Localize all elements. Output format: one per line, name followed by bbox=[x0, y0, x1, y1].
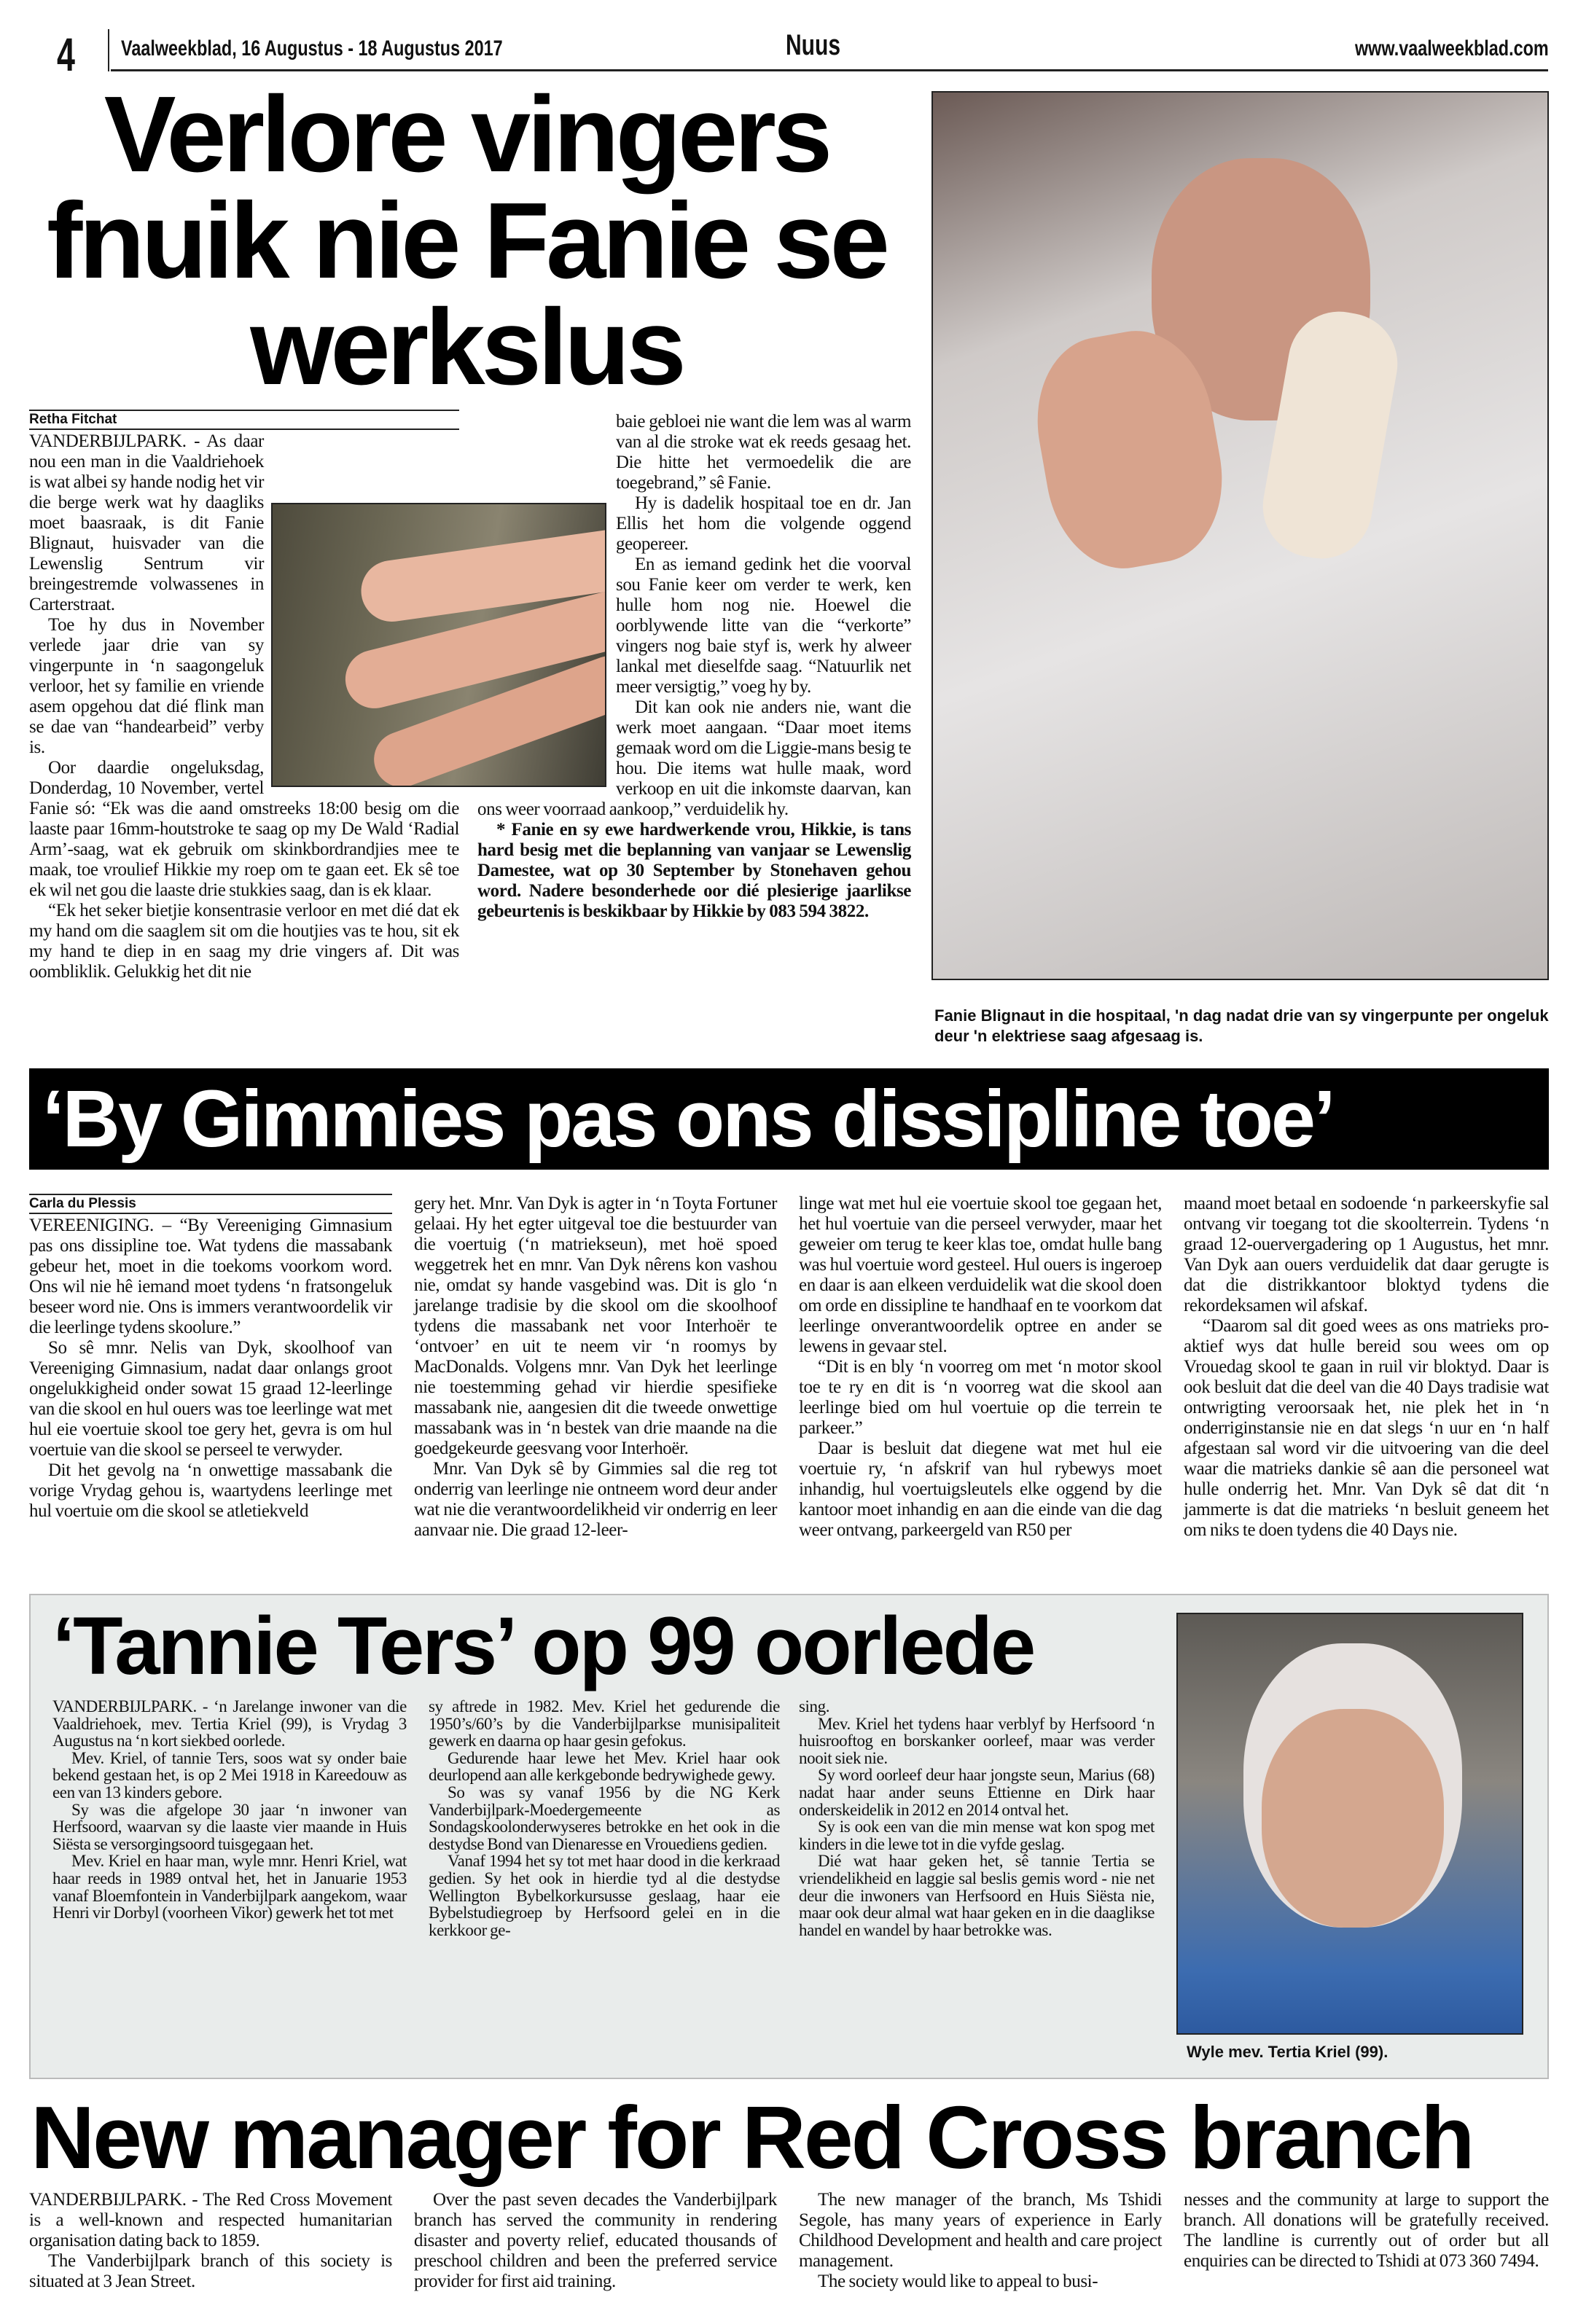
photo-spacer bbox=[477, 498, 616, 789]
paragraph: VEREENIGING. – “By Vereeniging Gimnasium pas ons dissipline toe. Wat tydens die massabank gebeur het, moet in die toekoms voorkom word. Ons wil nie hê iemand moet tydens ‘n fratsongeluk beseer word nie. Ons is immers verantwoordelik vir die leerlinge tydens skoolure.” bbox=[29, 1216, 392, 1337]
paragraph: “Ek het seker bietjie konsentrasie verloor en met dié dat ek my hand om die saaglem sit om die houtjies vas te hou, sit ek my hand te diep in en saag my drie vingers af. Dit was oombliklik. Gelukkig het dit nie bbox=[29, 901, 459, 982]
story2-column-1 bbox=[29, 1216, 392, 1522]
paragraph: Sy was die afgelope 30 jaar ‘n inwoner van Herfsoord, waarvan sy die laaste vier maande in Huis Siësta se versorgingsoord tuisgegaan het. bbox=[52, 1800, 407, 1853]
story2-headline-banner bbox=[29, 1068, 1549, 1170]
story4-column-4 bbox=[1184, 2190, 1549, 2272]
paragraph: VANDERBIJLPARK. - The Red Cross Movement is a well-known and respected humanitarian organisation dating back to 1859. bbox=[29, 2190, 392, 2250]
story3-column-3 bbox=[799, 1698, 1155, 1938]
story2-column-3 bbox=[799, 1194, 1162, 1541]
story4-column-1 bbox=[29, 2190, 392, 2292]
photo-caption: Fanie Blignaut in die hospitaal, 'n dag nadat drie van sy vingerpunte per ongeluk deur 'n elektriese saag afgesaag is. bbox=[934, 1006, 1549, 1045]
paragraph: gery het. Mnr. Van Dyk is agter in ‘n Toyta Fortuner gelaai. Hy het egter uitgeval toe die bestuurder van die voertuig (‘n matriekseun), met hoë spoed weggetrek het en mnr. Van Dyk nêrens kon vashou nie, omdat sy hande vasgebind was. Dit is glo ‘n jarelange tradisie by die skool om die skoolhoof tydens die massabank net voor Interhoër te ‘ontvoer’ en uit te neem vir ‘n roomys by MacDonalds. Volgens mnr. Van Dyk het leerlinge nie toestemming gehad vir hierdie spesifieke massabank nie, aangesien dit die tweede onwettige massabank was in ‘n bestek van drie maande na die goedgekeurde geesvang voor Interhoër. bbox=[414, 1194, 777, 1458]
paragraph: sy aftrede in 1982. Mev. Kriel het gedurende die 1950’s/60’s by die Vanderbijlparkse munisipaliteit gewerk en daarna op haar gesin gefokus. bbox=[429, 1697, 780, 1750]
paragraph: maand moet betaal en sodoende ‘n parkeerskyfie sal ontvang vir toegang tot die skoolterrein. Tydens ‘n graad 12-ouervergadering op 1 Augustus, het mnr. Van Dyk aan ouers verduidelik dat daar gerugte is dat die distrikkantoor bloktyd tydens die rekordeksamen wil afskaf. bbox=[1184, 1194, 1549, 1315]
paragraph: linge wat met hul eie voertuie skool toe gegaan het, het hul voertuie van die perseel verwyder, maar het geweier om terug te keer klas toe, omdat hulle bang was hul voertuie word gesteel. Hul ouers is ingeroep en daar is aan elkeen verduidelik wat die skool doen om orde en dissipline te handhaaf en te voorkom dat leerlinge onverantwoordelik optree en ander se lewens in gevaar stel. bbox=[799, 1194, 1162, 1356]
paragraph: Daar is besluit dat diegene wat met hul eie voertuie ry, ‘n afskrif van hul rybewys moet inhandig, hul voertuigsleutels elke oggend by die kantoor moet inhandig en aan die einde van die dag weer ontvang, parkeergeld van R50 per bbox=[799, 1439, 1162, 1540]
section-name: Nuus bbox=[786, 29, 840, 61]
paragraph: So was sy vanaf 1956 by die NG Kerk Vanderbijlpark-Moedergemeente as Sondagskoolonderwyseres betrokke en het ook in die destydse Bond van Dienaresse en Vrouediens gedien. bbox=[429, 1783, 780, 1853]
story2-column-4 bbox=[1184, 1194, 1549, 1541]
paragraph: Gedurende haar lewe het Mev. Kriel haar ook deurlopend aan alle kerkgebonde bedrywighede gewy. bbox=[429, 1748, 780, 1785]
paragraph: Dit het gevolg na ‘n onwettige massabank die vorige Vrydag gehou is, waartydens leerlinge met hul voertuie om die skool se atletiekveld bbox=[29, 1460, 392, 1521]
paragraph: “Daarom sal dit goed wees as ons matrieks pro-aktief wys dat hulle bereid sou wees om op Vrouedag skool te gaan in ruil vir bloktyd. Daar is ook besluit dat die deel van die 40 Days tradisie wat ontwrigting veroorsaak het, nie plek het in ‘n onderriginstansie nie en dat slegs ‘n uur en ‘n half afgestaan sal word vir die uitvoering van die deel waar die matrieks dankie sê aan die personeel wat hulle onderrig het. Mnr. Van Dyk sê dat dit ‘n jammerte is dat die matrieks ‘n besluit geneem het om niks te doen tydens die 40 Days nie. bbox=[1184, 1316, 1549, 1540]
byline: Retha Fitchat bbox=[29, 410, 459, 430]
paragraph: The new manager of the branch, Ms Tshidi Segole, has many years of experience in Early Childhood Development and health and care project management. bbox=[799, 2190, 1162, 2271]
paragraph: nesses and the community at large to support the branch. All donations will be gratefully received. The landline is currently out of order but all enquiries can be directed to Tshidi at 073 360 7494. bbox=[1184, 2190, 1549, 2271]
paragraph: Mev. Kriel, of tannie Ters, soos wat sy onder baie bekend gestaan het, is op 2 Mei 1918 in Kareedouw as een van 13 kinders gebore. bbox=[52, 1748, 407, 1801]
photo-spacer bbox=[264, 498, 459, 790]
paragraph: Sy word oorleef deur haar jongste seun, Marius (68) nadat haar ander seuns Ettienne en Dirk haar onderskeidelik in 2012 en 2014 ontval het. bbox=[799, 1766, 1155, 1819]
headline-line: Verlore vingers bbox=[103, 74, 829, 195]
paragraph: VANDERBIJLPARK. - As daar nou een man in die Vaaldriehoek is wat albei sy hande nodig het vir die berge werk wat hy daagliks moet baasraak, is dit Fanie Blignaut, huisvader van die Lewenslig Sentrum vir breingestremde volwassenes in Carterstraat. bbox=[29, 431, 264, 614]
edition-date: Vaalweekblad, 16 Augustus - 18 Augustus 2017 bbox=[121, 36, 503, 60]
story1-column-1 bbox=[29, 431, 459, 982]
byline: Carla du Plessis bbox=[29, 1194, 392, 1214]
story3-column-1 bbox=[52, 1698, 407, 1922]
paragraph: Mev. Kriel en haar man, wyle mnr. Henri Kriel, wat haar reeds in 1989 ontval het, het in Januarie 1953 vanaf Bloemfontein in Vanderbijlpark aangekom, waar Henri vir Dorbyl (voorheen Vikor) gewerk het tot met bbox=[52, 1852, 407, 1922]
paragraph: VANDERBIJLPARK. - ‘n Jarelange inwoner van die Vaaldriehoek, mev. Tertia Kriel (99), is Vrydag 3 Augustus na ‘n kort siekbed oorlede. bbox=[52, 1697, 407, 1750]
paragraph: Mev. Kriel het tydens haar verblyf by Herfsoord ‘n huisrooftog en borskanker oorleef, maar was verder nooit siek nie. bbox=[799, 1714, 1155, 1767]
paragraph: Oor daardie ongeluksdag, Donderdag, 10 November, vertel Fanie só: “Ek was die aand omstreeks 18:00 besig om die laaste paar 16mm-houtstroke te saag op my De Wald ‘Radial Arm’-saag, wat ek gebruik om skinkbordrandjies mee te maak, toe vroulief Hikkie my roep om te gaan eet. Ek sê toe ek wil net gou die laaste drie stukkies saag, dan is ek klaar. bbox=[29, 758, 459, 900]
paragraph: Vanaf 1994 het sy tot met haar dood in die kerkraad gedien. Sy het ook in hierdie tyd al die destydse Wellington Bybelkorkursusse geslaag, haar eie Bybelstudiegroep by Herfsoord gelei en in die kerkkoor ge- bbox=[429, 1852, 780, 1939]
story4-column-3 bbox=[799, 2190, 1162, 2292]
paragraph: baie gebloei nie want die lem was al warm van al die stroke wat ek reeds gesaag het. Die hitte het vermoedelik die are toegebrand,” sê Fanie. bbox=[616, 412, 911, 493]
paragraph: “Dit is en bly ‘n voorreg om met ‘n motor skool toe te ry en dit is ‘n voorreg wat die skool aan leerlinge bied om hul voertuie op die terrein te parkeer.” bbox=[799, 1357, 1162, 1438]
story2-headline: ‘By Gimmies pas ons dissipline toe’ bbox=[42, 1074, 1334, 1164]
paragraph: sing. bbox=[799, 1697, 830, 1715]
website-link[interactable]: www.vaalweekblad.com bbox=[1355, 36, 1549, 60]
tertia-kriel-photo bbox=[1176, 1613, 1523, 2035]
paragraph: Dit kan ook nie anders nie, want die werk moet aangaan. “Daar moet items gemaak word om die Liggie-mans besig te hou. Die items wat hulle maak, word verkoop en uit die inkomste daarvan, kan ons weer voorraad aankoop,” verduidelik hy. bbox=[477, 697, 911, 819]
header-rule bbox=[111, 69, 1548, 71]
story3-column-2 bbox=[429, 1698, 780, 1938]
paragraph: So sê mnr. Nelis van Dyk, skoolhoof van Vereeniging Gimnasium, nadat daar onlangs groot ongelukkigheid onder sowat 15 graad 12-leerlinge van die skool en hul ouers was toe leerlinge wat met hul eie voertuie skool toe gery het, gevra is om hul voertuie van die skool se perseel te verwyder. bbox=[29, 1338, 392, 1460]
hospital-photo bbox=[931, 91, 1549, 980]
header-divider bbox=[108, 29, 109, 71]
paragraph: Hy is dadelik hospitaal toe en dr. Jan Ellis het hom die volgende oggend geopereer. bbox=[616, 493, 911, 554]
page-number: 4 bbox=[57, 28, 75, 81]
story-note: * Fanie en sy ewe hardwerkende vrou, Hikkie, is tans hard besig met die beplanning van vanjaar se Lewenslig Damestee, wat op 30 September by Stonehaven gehou word. Nadere besonderhede oor dié plesierige jaarlikse gebeurtenis is beskikbaar by Hikkie by 083 594 3822. bbox=[477, 820, 911, 921]
story1-column-2 bbox=[477, 412, 911, 922]
paragraph: Over the past seven decades the Vanderbijlpark branch has served the community in rendering disaster and poverty relief, educated thousands of preschool children and been the preferred service provider for first aid training. bbox=[414, 2190, 777, 2291]
paragraph: Toe hy dus in November verlede jaar drie van sy vingerpunte in ‘n saagongeluk verloor, het sy familie en vriende asem opgehou dat dié flink man se dae van “handearbeid” verby is. bbox=[29, 615, 264, 757]
paragraph: The Vanderbijlpark branch of this society is situated at 3 Jean Street. bbox=[29, 2251, 392, 2291]
paragraph: Dié wat haar geken het, sê tannie Tertia se vriendelikheid en laggie sal beslis gemis word - nie net deur die inwoners van Herfsoord en Huis Siësta nie, maar ook deur almal wat haar geken en in die daaglikse handel en wandel by haar betrokke was. bbox=[799, 1852, 1155, 1939]
paragraph: En as iemand gedink het die voorval sou Fanie keer om verder te werk, ken hulle hom nog nie. Hoewel die oorblywende litte van die “verkorte” vingers nog baie styf is, werk hy alweer lankal met dieselfde saag. “Natuurlik net meer versigtig,” voeg hy by. bbox=[616, 555, 911, 697]
headline-line: fnuik nie Fanie se bbox=[47, 181, 886, 301]
paragraph: The society would like to appeal to busi- bbox=[818, 2272, 1098, 2291]
paragraph: Mnr. Van Dyk sê by Gimmies sal die reg tot onderrig van leerlinge nie ontneem word deur ander wat nie die verantwoordelikheid vir onderrig en leer aanvaar nie. Die graad 12-leer- bbox=[414, 1459, 777, 1540]
paragraph: Sy is ook een van die min mense wat kon spog met kinders in die lewe tot in die vyfde geslag. bbox=[799, 1818, 1155, 1853]
headline-line: werkslus bbox=[250, 287, 683, 407]
story4-column-2 bbox=[414, 2190, 777, 2292]
photo-caption: Wyle mev. Tertia Kriel (99). bbox=[1187, 2043, 1388, 2061]
story1-headline bbox=[29, 74, 904, 407]
story2-column-2 bbox=[414, 1194, 777, 1541]
story4-headline: New manager for Red Cross branch bbox=[31, 2088, 1473, 2187]
story3-headline: ‘Tannie Ters’ op 99 oorlede bbox=[52, 1600, 1034, 1691]
